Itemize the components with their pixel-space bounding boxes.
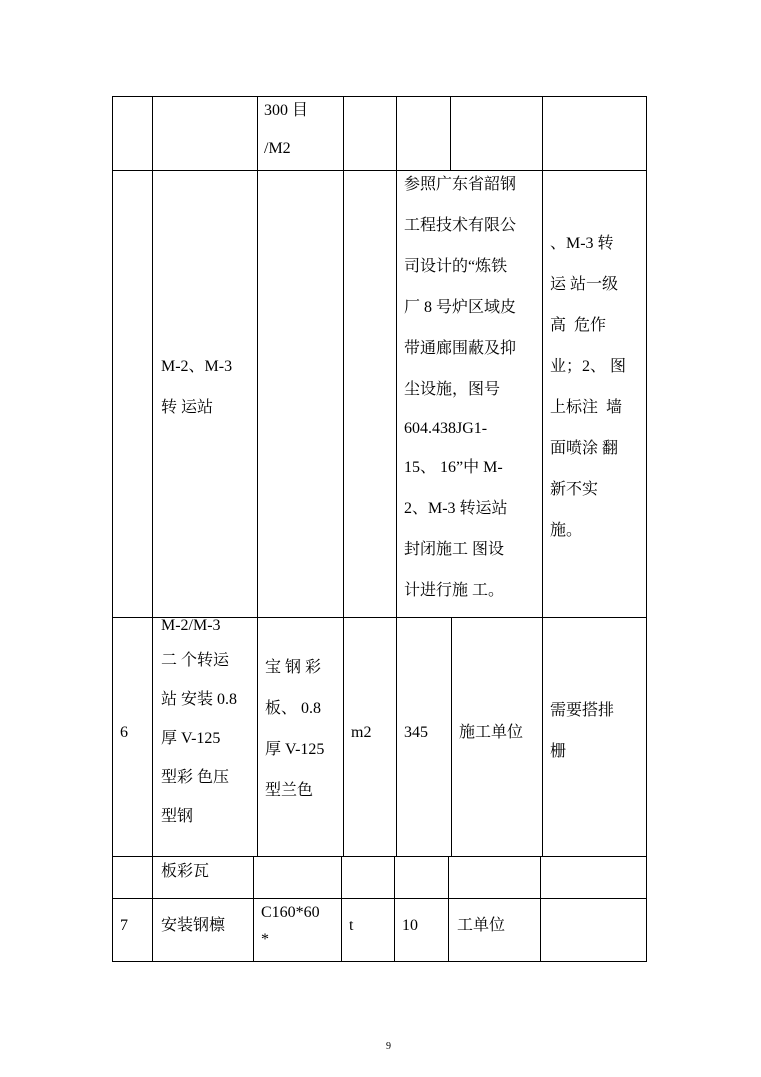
remark-line: 面喷涂 翻 xyxy=(550,440,619,457)
reference-line: 2、M-3 转运站 xyxy=(404,500,508,517)
spec-line: /M2 xyxy=(264,140,291,157)
remark-line: 业；2、 图 xyxy=(550,358,627,375)
reference-line: 604.438JG1- xyxy=(404,420,488,437)
row6-name xyxy=(161,611,237,836)
row7-no: 7 xyxy=(120,917,128,934)
row-m2m3-reference xyxy=(404,164,516,611)
remark-line: 新不实 xyxy=(550,481,599,498)
row7-unit: t xyxy=(349,917,354,934)
reference-line: 厂 8 号炉区域皮 xyxy=(404,299,517,316)
remark-line: 上标注 墙 xyxy=(550,399,623,416)
spec-line: * xyxy=(261,931,269,948)
name-line: 转 运站 xyxy=(161,399,214,416)
reference-line: 封闭施工 图设 xyxy=(404,541,505,558)
name-line: 二 个转运 xyxy=(161,652,230,669)
row6-qty: 345 xyxy=(404,724,428,741)
row6-remark xyxy=(550,690,614,772)
remark-line: 、M-3 转 xyxy=(550,235,614,252)
remark-line: 需要搭排 xyxy=(550,702,615,719)
spec-line: 宝 钢 彩 xyxy=(265,659,322,676)
page-number: 9 xyxy=(386,1041,391,1052)
spec-line: 板、 0.8 xyxy=(265,700,322,717)
reference-line: 尘设施，图号 xyxy=(404,381,501,398)
row6-cont-name: 板彩瓦 xyxy=(161,863,210,880)
remark-line: 高 危作 xyxy=(550,317,607,334)
reference-line: 计进行施 工。 xyxy=(404,582,505,599)
reference-line: 司设计的“炼铁 xyxy=(404,258,508,275)
remark-line: 栅 xyxy=(550,743,567,760)
row-cont-spec xyxy=(264,90,308,169)
name-line: 型彩 色压 xyxy=(161,769,230,786)
remark-line: 施。 xyxy=(550,522,583,539)
row6-spec xyxy=(265,647,324,811)
name-line: 型钢 xyxy=(161,808,194,825)
row6-no: 6 xyxy=(120,724,128,741)
name-line: M-2、M-3 xyxy=(161,358,233,375)
spec-line: 型兰色 xyxy=(265,782,314,799)
row7-spec xyxy=(261,899,320,953)
row7-by: 工单位 xyxy=(457,917,506,934)
reference-line: 15、 16”中 M- xyxy=(404,459,503,476)
row6-unit: m2 xyxy=(351,724,372,741)
spec-line: 厚 V-125 xyxy=(265,741,325,758)
row6-by: 施工单位 xyxy=(459,724,524,741)
spec-line: 300 目 xyxy=(264,102,309,119)
reference-line: 参照广东省韶钢 xyxy=(404,176,517,193)
name-line: M-2/M-3 xyxy=(161,617,221,634)
row7-qty: 10 xyxy=(402,917,418,934)
spec-line: C160*60 xyxy=(261,904,320,921)
row-m2m3-name xyxy=(161,346,232,428)
name-line: 厚 V-125 xyxy=(161,730,221,747)
name-line: 站 安装 0.8 xyxy=(161,691,238,708)
row7-name: 安装钢檩 xyxy=(161,917,226,934)
row-m2m3-remark xyxy=(550,223,626,551)
remark-line: 运 站一级 xyxy=(550,276,619,293)
reference-line: 带通廊围蔽及抑 xyxy=(404,340,517,357)
reference-line: 工程技术有限公 xyxy=(404,217,517,234)
